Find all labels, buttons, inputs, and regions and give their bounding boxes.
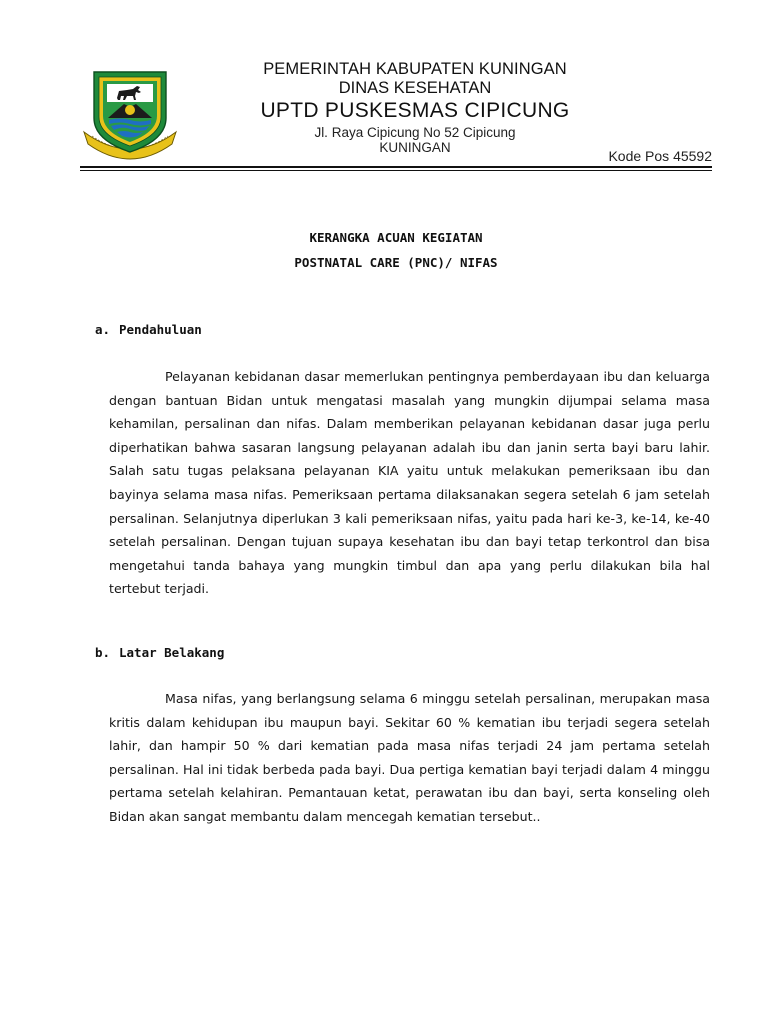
header-divider-thick [80,166,712,168]
letterhead [190,60,640,155]
section-title: Pendahuluan [119,322,202,337]
document-subtitle: POSTNATAL CARE (PNC)/ NIFAS [294,255,498,270]
header-divider-thin [80,170,712,171]
section-heading-latar-belakang [95,645,224,660]
section-title: Latar Belakang [119,645,225,660]
section-number: b. [95,645,111,660]
postal-code: Kode Pos 45592 [608,148,712,164]
section-body-pendahuluan: Pelayanan kebidanan dasar memerlukan pentingnya pemberdayaan ibu dan keluarga dengan bantuan Bidan untuk mengatasi masalah yang mungkin dijumpai selama masa kehamilan, persalinan dan nifas. Dalam memberikan pelayanan kebidanan dasar juga perlu diperhatikan bahwa sasaran langsung pelayanan adalah ibu dan janin serta bayi baru lahir. Salah satu tugas pelaksana pelayanan KIA yaitu untuk melakukan pemeriksaan ibu dan bayinya selama masa nifas. Pemeriksaan pertama dilaksanakan segera setelah 6 jam setelah persalinan. Selanjutnya diperlukan 3 kali pemeriksaan nifas, yaitu pada hari ke-3, ke-14, ke-40 setelah persalinan. Dengan tujuan supaya kesehatan ibu dan bayi tetap terkontrol dan bisa mengetahui tanda bahaya yang mungkin timbul dan apa yang perlu dilakukan bila hal tertebut terjadi. [109,369,710,597]
government-name: PEMERINTAH KABUPATEN KUNINGAN [263,60,567,78]
address: Jl. Raya Cipicung No 52 Cipicung [314,125,516,140]
section-number: a. [95,322,111,337]
kuningan-regency-emblem-icon [80,62,180,162]
institution-name: UPTD PUSKESMAS CIPICUNG [260,99,570,122]
section-body-latar-belakang: Masa nifas, yang berlangsung selama 6 minggu setelah persalinan, merupakan masa kritis dalam kehidupan ibu maupun bayi. Sekitar 60 % kematian ibu terjadi segera setelah lahir, dan hampir 50 % dari kematian pada masa nifas terjadi 24 jam pertama setelah persalinan. Hal ini tidak berbeda pada bayi. Dua pertiga kematian bayi terjadi dalam 4 minggu pertama setelah kelahiran. Pemantauan ketat, perawatan ibu dan bayi, serta konseling oleh Bidan akan sangat membantu dalam mencegah kematian tersebut.. [109,691,710,824]
department-name: DINAS KESEHATAN [338,79,492,97]
section-heading-pendahuluan [95,322,202,337]
document-title: KERANGKA ACUAN KEGIATAN [309,230,483,245]
city: KUNINGAN [379,140,451,155]
